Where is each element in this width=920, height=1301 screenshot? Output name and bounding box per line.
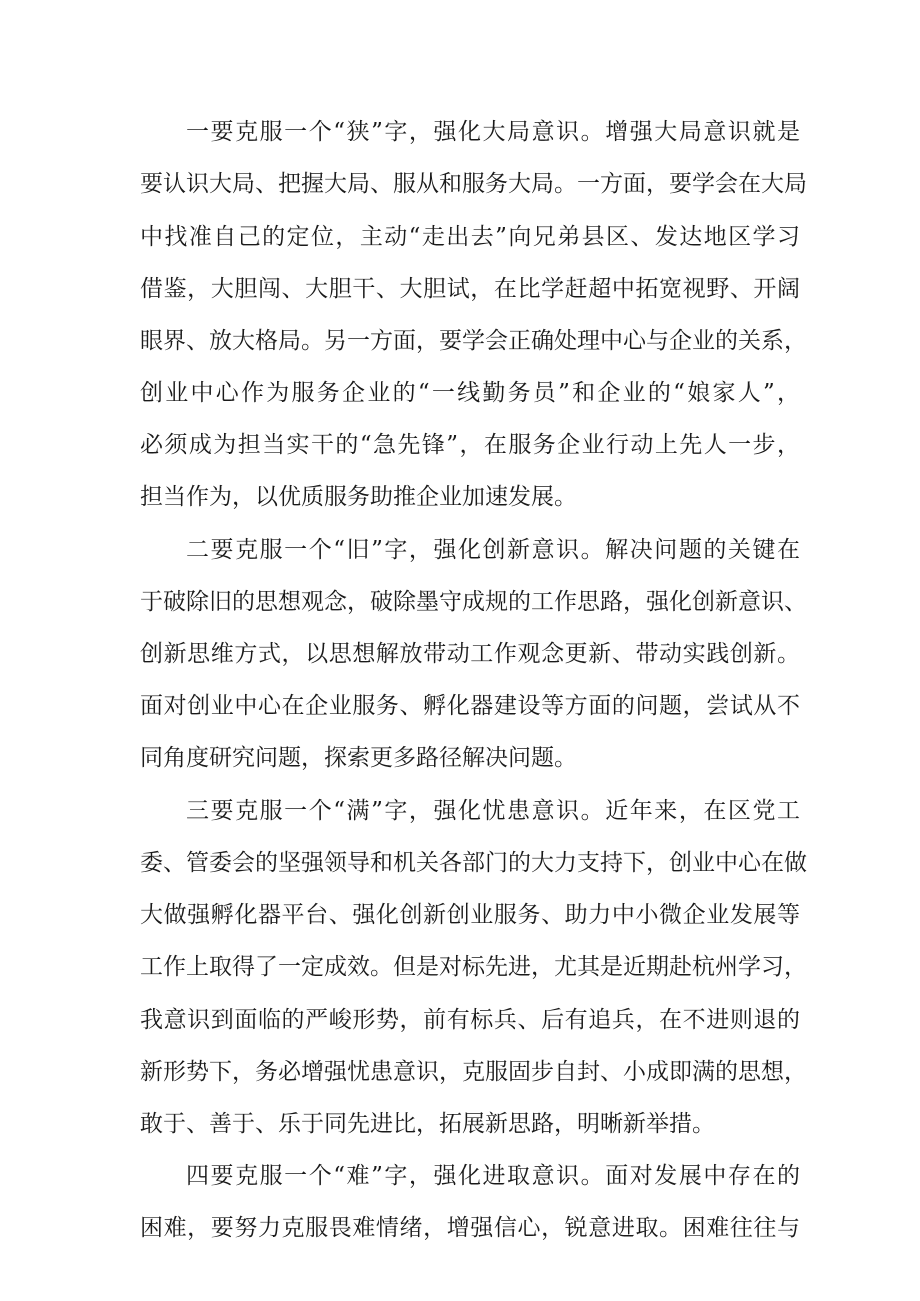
text-line: 我意识到面临的严峻形势，前有标兵、后有追兵，在不进则退的 xyxy=(140,1007,800,1033)
text-line: 创业中心作为服务企业的“一线勤务员”和企业的“娘家人”， xyxy=(140,380,800,406)
text-line: 大做强孵化器平台、强化创新创业服务、助力中小微企业发展等 xyxy=(140,902,800,928)
text-line: 面对创业中心在企业服务、孵化器建设等方面的问题，尝试从不 xyxy=(140,693,800,719)
text-line: 借鉴，大胆闯、大胆干、大胆试，在比学赶超中拓宽视野、开阔 xyxy=(140,276,800,302)
text-line: 新形势下，务必增强忧患意识，克服固步自封、小成即满的思想， xyxy=(140,1059,807,1085)
text-line: 工作上取得了一定成效。但是对标先进，尤其是近期赴杭州学习， xyxy=(140,954,807,980)
text-line: 三要克服一个“满”字，强化忧患意识。近年来，在区党工 xyxy=(186,798,800,824)
text-line: 于破除旧的思想观念，破除墨守成规的工作思路，强化创新意识、 xyxy=(140,589,807,615)
text-line: 二要克服一个“旧”字，强化创新意识。解决问题的关键在 xyxy=(186,537,800,563)
text-line: 必须成为担当实干的“急先锋”，在服务企业行动上先人一步， xyxy=(140,432,800,458)
text-line: 同角度研究问题，探索更多路径解决问题。 xyxy=(140,745,577,771)
text-line: 一要克服一个“狭”字，强化大局意识。增强大局意识就是 xyxy=(186,119,800,145)
text-line: 四要克服一个“难”字，强化进取意识。面对发展中存在的 xyxy=(186,1163,800,1189)
text-line: 要认识大局、把握大局、服从和服务大局。一方面，要学会在大局 xyxy=(140,171,807,197)
text-line: 中找准自己的定位，主动“走出去”向兄弟县区、发达地区学习 xyxy=(140,224,800,250)
text-line: 创新思维方式，以思想解放带动工作观念更新、带动实践创新。 xyxy=(140,641,800,667)
text-line: 委、管委会的坚强领导和机关各部门的大力支持下，创业中心在做 xyxy=(140,850,807,876)
text-line: 困难，要努力克服畏难情绪，增强信心，锐意进取。困难往往与 xyxy=(140,1215,800,1241)
text-line: 敢于、善于、乐于同先进比，拓展新思路，明晰新举措。 xyxy=(140,1111,715,1137)
text-line: 担当作为，以优质服务助推企业加速发展。 xyxy=(140,484,577,510)
text-line: 眼界、放大格局。另一方面，要学会正确处理中心与企业的关系， xyxy=(140,328,807,354)
